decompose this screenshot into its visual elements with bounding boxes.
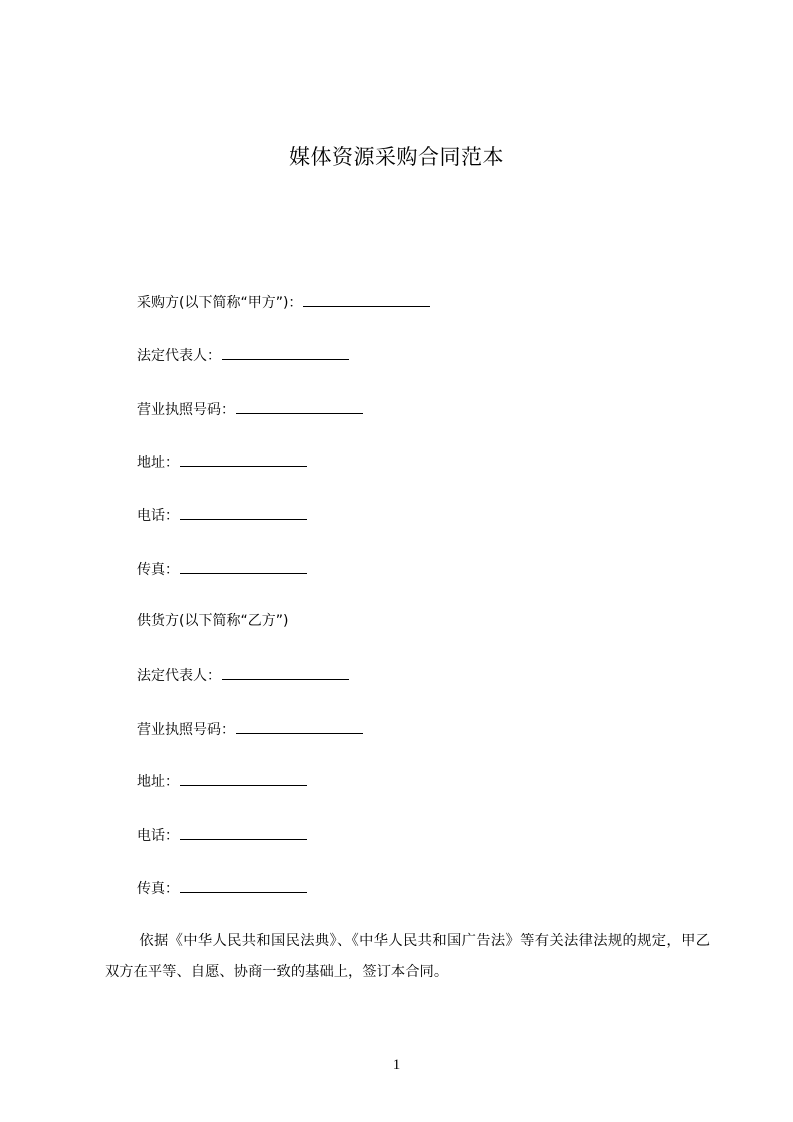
supplier-phone-field <box>137 825 307 846</box>
buyer-name-blank <box>303 292 430 307</box>
supplier-license-label: 营业执照号码： <box>137 722 235 738</box>
buyer-fax-blank <box>180 559 307 574</box>
supplier-phone-blank <box>180 825 307 840</box>
supplier-license-field <box>137 719 363 740</box>
buyer-legal-rep-field <box>137 345 349 366</box>
buyer-header-field <box>137 292 430 313</box>
intro-paragraph <box>105 926 710 988</box>
supplier-legal-rep-field <box>137 665 349 686</box>
buyer-license-label: 营业执照号码： <box>137 402 235 418</box>
document-title: 媒体资源采购合同范本 <box>289 145 504 169</box>
supplier-fax-label: 传真： <box>137 881 179 897</box>
supplier-header-label: 供货方(以下简称“乙方”) <box>137 613 289 629</box>
intro-paragraph-text: 依据《中华人民共和国民法典》、《中华人民共和国广告法》等有关法律法规的规定，甲乙双方在平等、自愿、协商一致的基础上，签订本合同。 <box>105 933 710 980</box>
buyer-fax-field <box>137 559 307 580</box>
buyer-address-label: 地址： <box>137 455 179 471</box>
supplier-license-blank <box>236 719 363 734</box>
buyer-address-field <box>137 452 307 473</box>
supplier-header-field <box>137 611 288 631</box>
supplier-legal-rep-label: 法定代表人： <box>137 668 221 684</box>
supplier-phone-label: 电话： <box>137 828 179 844</box>
buyer-phone-blank <box>180 505 307 520</box>
buyer-phone-label: 电话： <box>137 508 179 524</box>
buyer-legal-rep-blank <box>222 345 349 360</box>
buyer-legal-rep-label: 法定代表人： <box>137 348 221 364</box>
supplier-fax-field <box>137 878 307 899</box>
supplier-address-field <box>137 771 307 792</box>
page-number: 1 <box>392 1057 401 1073</box>
supplier-fax-blank <box>180 878 307 893</box>
buyer-license-blank <box>236 399 363 414</box>
supplier-legal-rep-blank <box>222 665 349 680</box>
supplier-address-label: 地址： <box>137 774 179 790</box>
buyer-header-label: 采购方(以下简称“甲方”)： <box>137 295 303 311</box>
buyer-phone-field <box>137 505 307 526</box>
buyer-address-blank <box>180 452 307 467</box>
buyer-license-field <box>137 399 363 420</box>
buyer-fax-label: 传真： <box>137 562 179 578</box>
supplier-address-blank <box>180 771 307 786</box>
